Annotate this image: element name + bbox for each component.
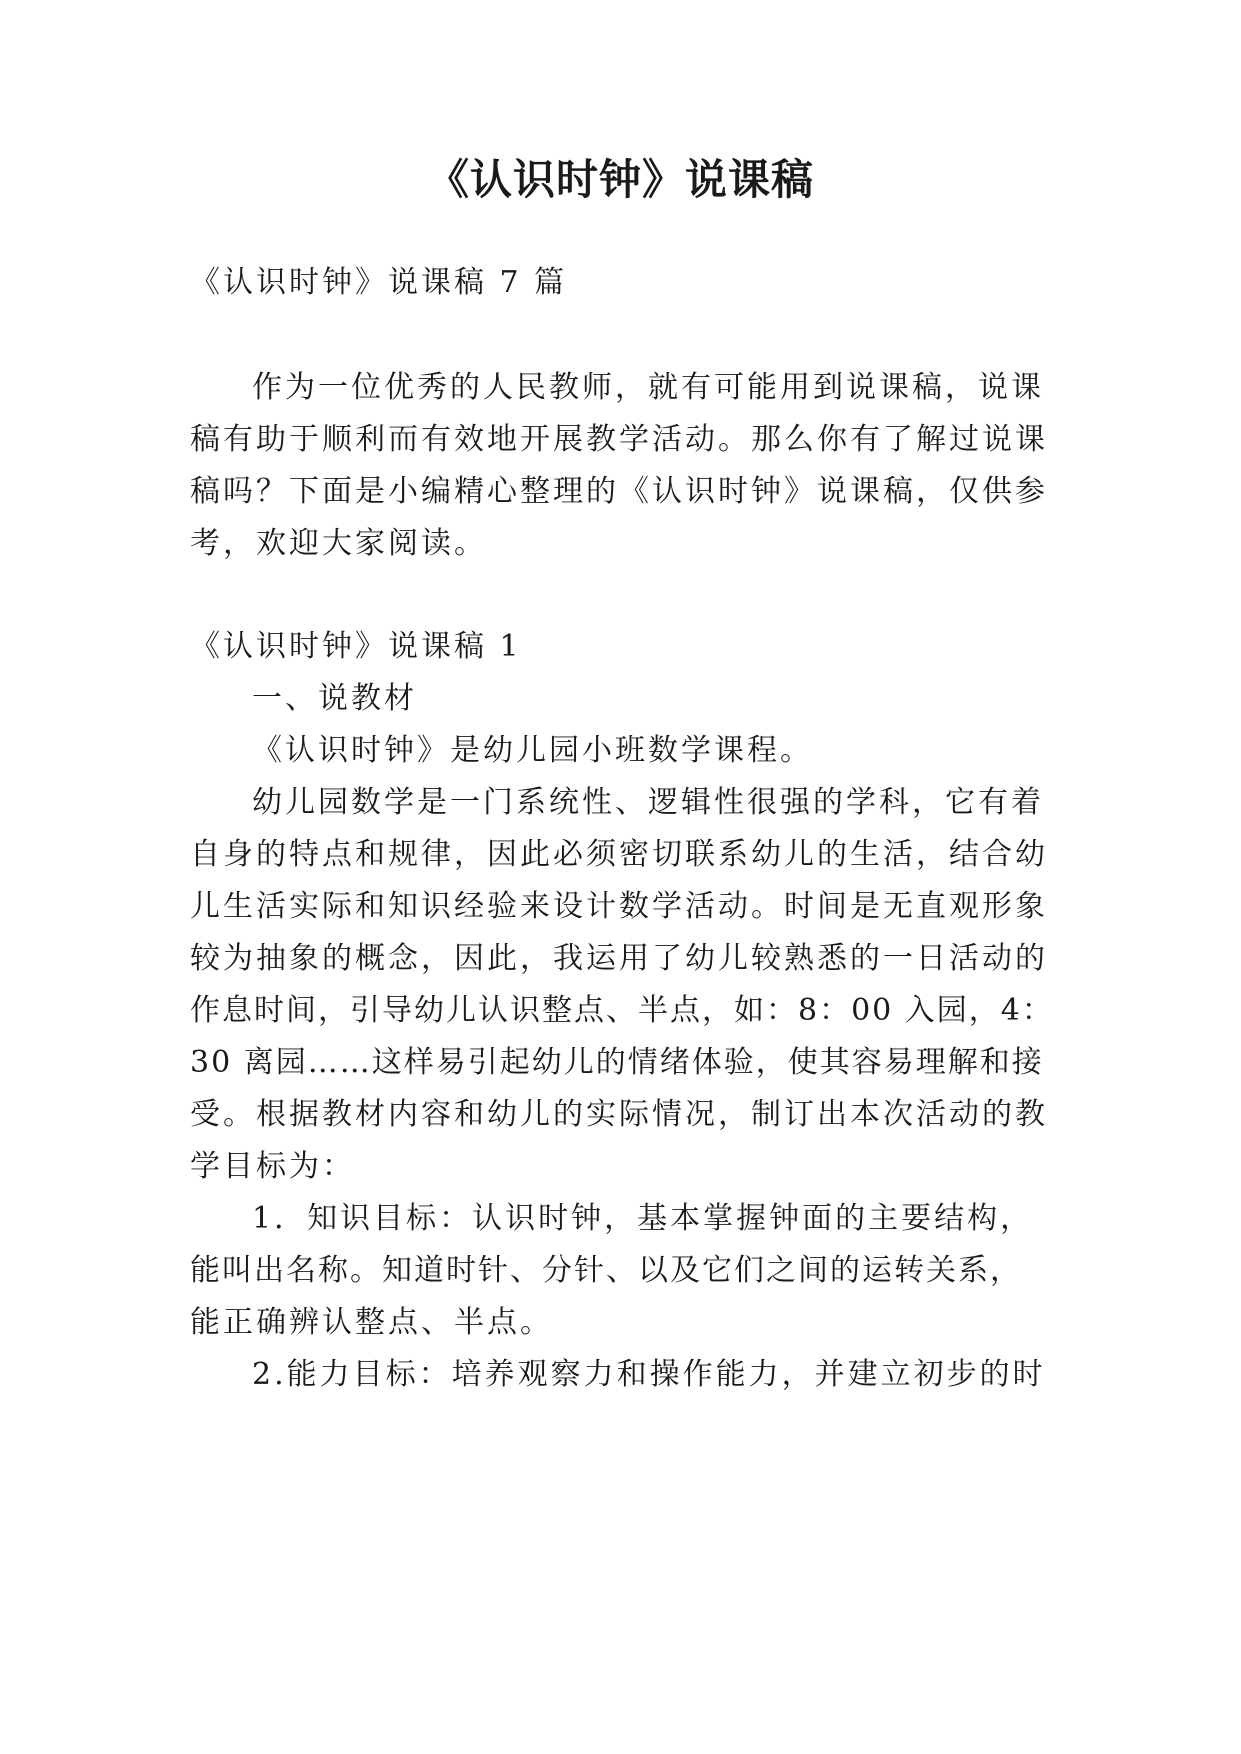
part-heading: 一、说教材 <box>252 681 417 716</box>
goal-line: 能叫出名称。知道时针、分针、以及它们之间的运转关系， <box>190 1253 1022 1288</box>
body-line: 受。根据教材内容和幼儿的实际情况，制订出本次活动的教 <box>190 1097 1048 1132</box>
intro-line: 稿有助于顺利而有效地开展教学活动。那么你有了解过说课 <box>190 422 1048 457</box>
section-heading: 《认识时钟》说课稿 1 <box>190 629 522 664</box>
body-line: 作息时间，引导幼儿认识整点、半点，如：8：00 入园，4： <box>190 993 1054 1028</box>
document-title: 《认识时钟》说课稿 <box>426 155 814 204</box>
body-line: 较为抽象的概念，因此，我运用了幼儿较熟悉的一日活动的 <box>190 941 1048 976</box>
body-line: 幼儿园数学是一门系统性、逻辑性很强的学科，它有着 <box>252 785 1044 820</box>
goal-line: 能正确辨认整点、半点。 <box>190 1305 553 1340</box>
document-subtitle: 《认识时钟》说课稿 7 篇 <box>190 265 568 300</box>
body-line: 儿生活实际和知识经验来设计数学活动。时间是无直观形象 <box>190 889 1048 924</box>
intro-line: 稿吗？下面是小编精心整理的《认识时钟》说课稿，仅供参 <box>190 474 1048 509</box>
goal-line: 1．知识目标：认识时钟，基本掌握钟面的主要结构， <box>252 1201 1034 1236</box>
body-line: 学目标为： <box>190 1149 355 1184</box>
intro-line: 考，欢迎大家阅读。 <box>190 526 487 561</box>
body-line: 30 离园……这样易引起幼儿的情绪体验，使其容易理解和接 <box>190 1045 1044 1080</box>
body-line: 自身的特点和规律，因此必须密切联系幼儿的生活，结合幼 <box>190 837 1048 872</box>
material-line: 《认识时钟》是幼儿园小班数学课程。 <box>252 733 813 768</box>
goal-line: 2.能力目标：培养观察力和操作能力，并建立初步的时 <box>252 1357 1046 1392</box>
intro-line: 作为一位优秀的人民教师，就有可能用到说课稿，说课 <box>252 370 1044 405</box>
